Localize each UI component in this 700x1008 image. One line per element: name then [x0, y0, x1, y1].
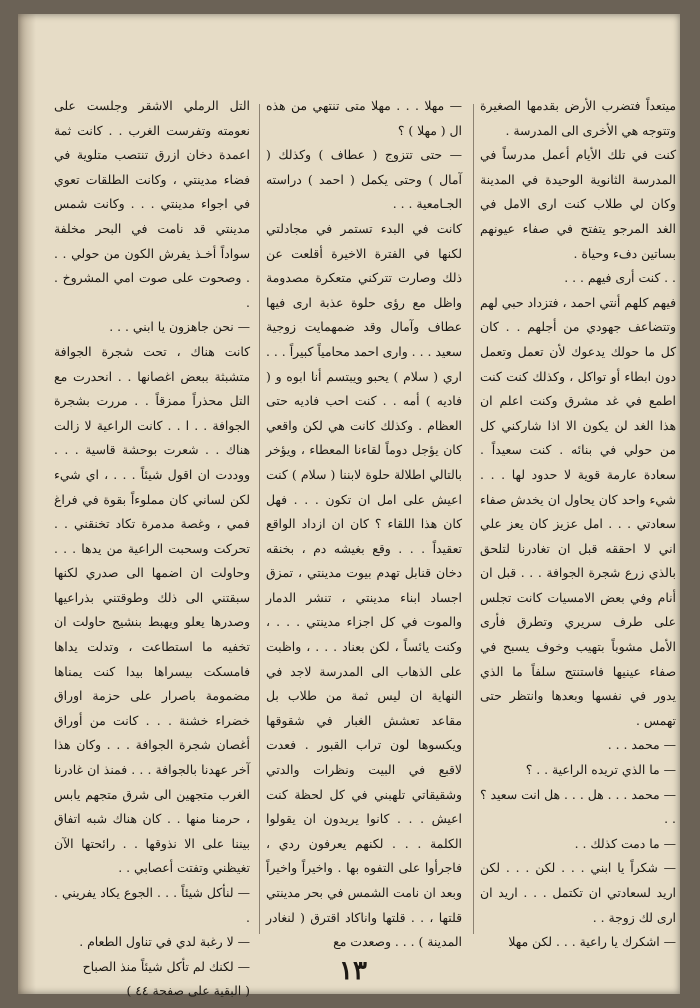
page-number: ١٣: [339, 956, 367, 986]
dialogue-line: — لنأكل شيئاً . . . الجوع يكاد يفريني . .: [54, 885, 250, 925]
paragraph: فيهم كلهم أنتي احمد ، فتزداد حبي لهم وتتضاعف جهودي من أجلهم . . كان كل ما حولك يدعوك لأن تعمل وتعمل دون ابطاء أو تواكل ، وكذلك كنت كنت اطمع في غد مشرق وكنت اعلم ان هذا الغد لن يكون الا اذا شاركني كل من حولي في بنائه . كنت سعيداً . سعادة عارمة قوية لا حدود لها . . . شيء واحد كان يحاول ان يخدش صفاء سعادتي . . . امل عزيز كان يعز علي اني لا احققه قبل ان تغادرنا لتلحق بالذي زرع شجرة الجوافة . . . قبل ان أنام وفي بعض الامسيات كانت تجلس على طرف سريري وتطرق فأرى الأمل مشوباً بتهيب وخوف يسبح في صفاء عينيها فاستنتج سلفاً ما الذي يدور في نفسها وبعدها وانتظر حتى تهمس .: [480, 294, 676, 728]
dialogue-line: — حتى تتزوج ( عطاف ) وكذلك ( آمال ) وحتى يكمل ( احمد ) دراسته الجـامعية . . .: [266, 147, 462, 212]
dialogue-line: — ما دمت كذلك . .: [574, 835, 676, 851]
dialogue-line: — اشكرك يا راعية . . . لكن مهلا: [508, 934, 676, 950]
text-column-middle: [266, 94, 462, 954]
dialogue-line: — مهلا . . . مهلا متى تنتهي من هذه ال ( مهلا ) ؟: [266, 98, 462, 138]
dialogue-line: — نحن جاهزون يا ابني . . .: [109, 319, 250, 335]
continuation-note: ( البقية على صفحة ٤٤ ): [126, 983, 250, 999]
dialogue-line: — محمد . . .: [607, 737, 676, 753]
column-divider: [259, 104, 260, 934]
text-column-left: [54, 94, 250, 999]
dialogue-line: — شكراً يا ابني . . . لكن . . . لكن اريد لسعادتي ان تكتمل . . . اريد ان ارى لك زوجة . .: [480, 860, 676, 925]
paragraph: التل الرملي الاشقر وجلست على نعومته وتفرست الغرب . . كانت ثمة اعمدة دخان ازرق تنتصب متلوية في فضاء مدينتي ، وكانت الطلقات تعوي في اجواء مدينتي . . . وكانت شمس مدينتي قد نامت في البحر مخلفة سواداً أخـذ يفرش الكون من حولي . . . وصحوت على صوت امي المشروخ . .: [54, 98, 250, 310]
paragraph: كانت هناك ، تحت شجرة الجوافة متشبثة ببعض اغصانها . . انحدرت مع التل محذراً ممزقاً . . مررت بشجرة الجوافة . . ا . . كانت الراعية لا زالت هناك . . شعرت بوحشة قاسية . . . ووددت ان اقول شيئاً . . . ، اي شيء لكن لساني كان مملوءاً بقوة في فراغ فمي ، وغصة مدمرة تكاد تخنقني . . تحركت وسحبت الراعية من يدها . . . وحاولت ان اضمها الى صدري لكنها سبقتني الى ذلك وطوقتني بذراعيها وصدرها يعلو ويهبط بنشيج حاولت ان تخفيه ما استطاعت ، وتدلت يداها فامسكت بيسراها بيدا كنت يمناها مضمومة باصرار على حزمة اوراق خضراء خشنة . . . كانت من أوراق أغصان شجرة الجوافة . . . وكان هذا آخر عهدنا بالجوافة . . . فمنذ ان غادرنا الغرب متجهين الى شرق متجهم يابس ، حرمنا منها . . كان هناك شبه اتفاق بيننا على الا نذوقها . . رائحتها الآن تغيظني وتفتت أعصابي . .: [54, 343, 250, 876]
dialogue-line: — لا رغبة لدي في تناول الطعام .: [79, 934, 250, 950]
dialogue-line: — محمد . . . هل . . . هل انت سعيد ؟ . .: [480, 786, 676, 827]
paragraph: . . كنت أرى فيهم . . .: [564, 270, 676, 286]
column-divider: [473, 104, 474, 934]
text-column-right: [480, 94, 676, 954]
dialogue-line: — لكنك لم تأكل شيئاً منذ الصباح: [82, 958, 250, 974]
magazine-page: [18, 14, 680, 999]
dialogue-line: — ما الذي تريده الراعية . . ؟: [525, 762, 676, 778]
paragraph: كنت في تلك الأيام أعمل مدرساً في المدرسة الثانوية الوحيدة في المدينة وكان لي طلاب كنت ارى الامل في الغد المرجو يتفتح في صفاء عيونهم بساتين دفء وحياة .: [480, 147, 676, 261]
paragraph: كانت في البدء تستمر في مجادلتي لكنها في الفترة الاخيرة أقلعت عن ذلك وصارت تتركني متعكرة مصدومة واظل مع رؤى حلوة عذبة ارى فيها عطاف وآمال وقد ضمهمايت زوجية سعيد . . . وارى احمد محامياً كبيراً . . . اري ( سلام ) يحبو ويبتسم أنا ابوه و ( فاديه ) أمه . . كنت احب فاديه حتى العظام . وكذلك كانت هي لكن واقعي كان يؤجل دوماً لقاءنا المعطاء ، ويؤخر بالتالي اطلالة حلوة لابننا ( سلام ) كنت اعيش على امل ان تكون . . . فهل كان هذا اللقاء ؟ كان ان ازداد الواقع تعقيداً . . . وقع بغيشه دم ، بخنقه دخان قنابل تهدم بيوت مدينتي ، تمزق اجساد ابناء مدينتي ، تنشر الدمار والموت في كل اجزاء مدينتي . . . ، وكنت يائساً ، لكن بعناد . . . ، واظبت على الذهاب الى المدرسة لاجد في النهاية ان ليس ثمة من طلاب بل مقاعد تعشش الغبار في شقوقها ويكسوها لون تراب القبور . فعدت لاقبع في البيت ونظرات والدتي وشقيقاتي تلهبني في كل لحظة كنت اعيش . . . كانوا يريدون ان يقولوا الكلمة . . . لكنهم يعرفون ردي ، فاجرأوا على التفوه بها . واخيراً واخيراً وبعد ان نامت الشمس في بحر مدينتي قلتها ، . . قلتها واناكاد اقترق ( لنغادر المدينة ) . . . وصعدت مع: [266, 220, 462, 950]
paragraph: ميتعداً فتضرب الأرض بقدمها الصغيرة وتتوجه هي الأخرى الى المدرسة .: [480, 98, 676, 138]
